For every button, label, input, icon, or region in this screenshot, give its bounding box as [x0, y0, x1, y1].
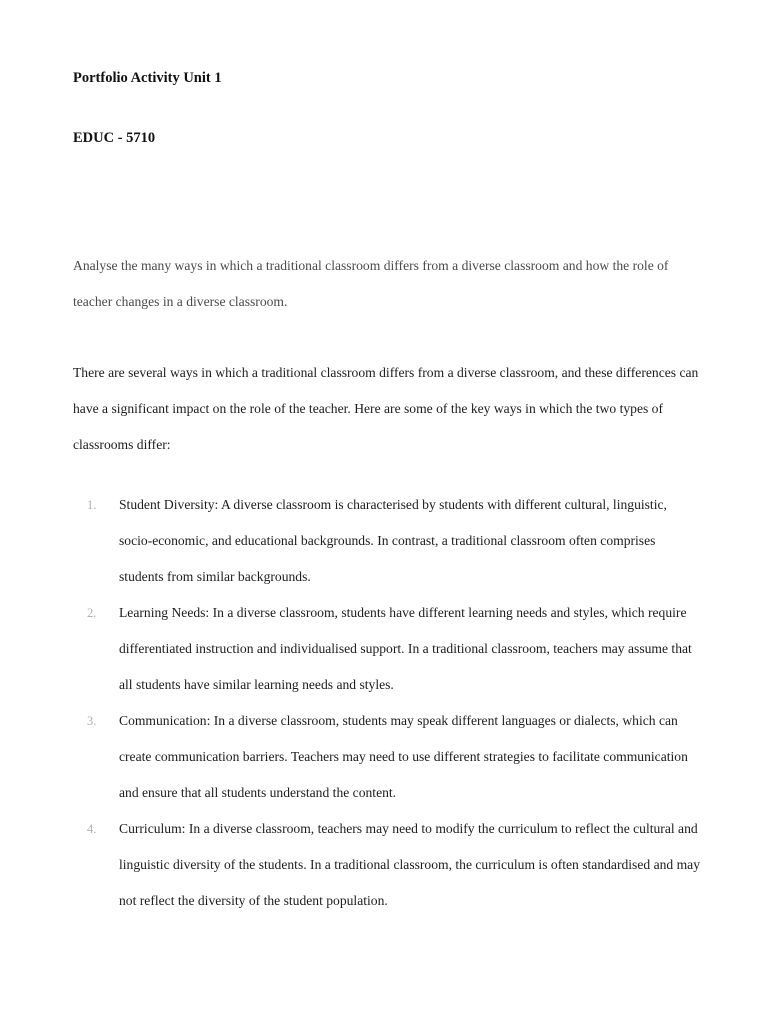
list-item [73, 595, 703, 703]
document-title: Portfolio Activity Unit 1 [73, 70, 222, 86]
list-number: 4. [87, 822, 97, 836]
list-item [73, 487, 703, 595]
list-number: 3. [87, 714, 97, 728]
list-number: 1. [87, 498, 97, 512]
list-item [73, 703, 703, 811]
list-item-text: Curriculum: In a diverse classroom, teachers may need to modify the curriculum to reflect the cultural and linguistic diversity of the students. In a traditional classroom, the curriculum is often standardised and may not reflect the diversity of the student population. [119, 821, 701, 908]
intro-paragraph: There are several ways in which a traditional classroom differs from a diverse classroom, and these differences can have a significant impact on the role of the teacher. Here are some of the key ways in which the two types of classrooms differ: [73, 365, 699, 452]
assignment-prompt: Analyse the many ways in which a traditional classroom differs from a diverse classroom and how the role of teacher changes in a diverse classroom. [73, 258, 669, 309]
list-number: 2. [87, 606, 97, 620]
list-item-text: Learning Needs: In a diverse classroom, students have different learning needs and styles, which require differentiated instruction and individualised support. In a traditional classroom, teachers may assume that all students have similar learning needs and styles. [119, 605, 692, 692]
course-code: EDUC - 5710 [73, 130, 156, 146]
list-item-text: Student Diversity: A diverse classroom is characterised by students with different cultural, linguistic, socio-economic, and educational backgrounds. In contrast, a traditional classroom often comprises students from similar backgrounds. [119, 497, 667, 584]
list-item [73, 811, 703, 919]
differences-list [73, 487, 703, 919]
list-item-text: Communication: In a diverse classroom, students may speak different languages or dialects, which can create communication barriers. Teachers may need to use different strategies to facilitate communication and ensure that all students understand the content. [119, 713, 688, 800]
